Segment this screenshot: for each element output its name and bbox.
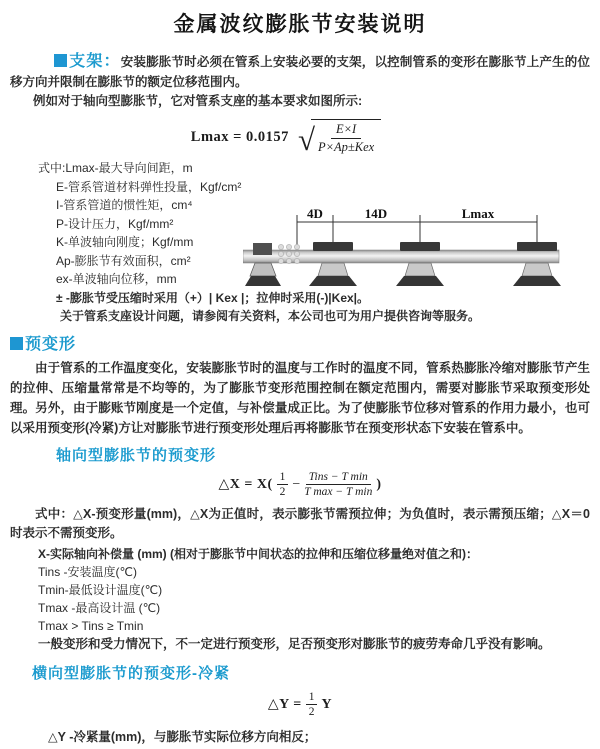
preform-section-heading: 预变形 [25,335,77,353]
def-line: E-管系管道材料弹性投量，Kgf/cm² [56,179,242,194]
x-definition-line: X-实际轴向补偿量 (mm) (相对于膨胀节中间状态的拉伸和压缩位移量绝对值之和)： [38,546,478,561]
dim-label-14d: 14D [364,206,388,221]
support-spacing-diagram [243,202,595,307]
fraction-numerator: 1 [306,691,318,706]
preform-section-header [10,336,600,354]
bellows [278,244,299,263]
lateral-formula-lhs: △Y = [267,697,302,713]
axial-formula-lhs: △X = X( [218,477,273,493]
fraction-numerator: 1 [277,471,289,486]
radical-sign: √ [297,121,315,157]
lmax-formula [0,119,586,155]
support-example-line: 例如对于轴向型膨胀节，它对管系支座的基本要求如图所示: [33,94,363,108]
def-line: Tmin-最低设计温度(℃) [38,583,163,598]
temperature-fraction [304,471,372,499]
plus-minus-note: ± -膨胀节受压缩时采用（+）| Kex |；拉伸时采用(-)|Kex|。 [56,290,370,305]
fraction-numerator: Tins − T min [306,471,371,486]
def-line: ex-单波轴向位移，mm [56,272,177,286]
one-half-fraction [277,471,289,499]
axial-preform-formula [0,471,600,499]
guide-support [396,242,444,286]
def-line: K-单波轴向刚度；Kgf/mm [56,235,194,249]
temperature-definitions [38,563,600,635]
axial-subheading: 轴向型膨胀节的预变形 [56,446,217,464]
fraction-denominator: 2 [308,706,315,719]
fraction-numerator: E×I [331,122,361,139]
anchor-support [245,243,281,286]
lateral-preform-formula [0,691,600,719]
def-line: Tmax > Tins ≥ Tmin [38,619,144,634]
lateral-subheading: 横向型膨胀节的预变形-冷紧 [32,664,230,682]
guide-support [309,242,357,286]
fraction-denominator: P×Ap±Kex [317,140,375,154]
fraction-denominator: T max − T min [304,486,373,499]
def-line: Tins -安装温度(℃) [38,565,138,580]
consult-note: 关于管系支座设计问题，请参阅有关资料，本公司也可为用户提供咨询等服务。 [60,309,481,323]
section-square-icon [54,54,67,67]
def-line: Tmax -最高设计温 (℃) [38,601,161,616]
dim-label-4d: 4D [307,206,323,221]
section-square-icon [10,337,23,350]
dim-label-lmax: Lmax [461,206,495,221]
support-section-heading: 支架： [69,53,121,70]
preform-paragraph: 由于管系的工作温度变化，安装膨胀节时的温度与工作时的温度不同，管系热膨胀冷缩对膨胀节产生的拉伸、压缩量常常是不均等的，为了膨胀节变形范围控制在额定范围内，需要对膨胀节采取预变形处理。另外，由于膨账节刚度是一个定值，与补偿量成正比。为了使膨胀节位移对管系的作用力最小，也可以采用预变形(冷紧)方让对膨胀节进行预变形处理后再将膨胀节在预变形状态下安装在管系中。 [10,360,590,435]
axial-explain-paragraph: 式中：△X-预变形量(mm)，△X为正值时，表示膨张节需预拉伸；为负值时，表示需预压缩；△X＝0时表示不需预变形。 [10,506,590,540]
support-intro-paragraph [10,52,590,92]
one-half-fraction [306,691,318,719]
lmax-formula-fraction [311,119,381,155]
def-line: I-管系管道的惯性矩，cm⁴ [56,198,193,212]
minus-sign: − [292,476,301,492]
support-intro-text: 安装膨胀节时必须在管系上安装必要的支架，以控制管系的变形在膨胀节上产生的位移方向并限制在膨胀节的额定位移范围内。 [10,55,590,89]
def-line: 式中:Lmax-最大导向间距，m [38,161,193,175]
def-line: P-设计压力，Kgf/mm² [56,216,174,231]
close-paren: ) [376,476,382,492]
lmax-formula-lhs: Lmax = 0.0157 [190,128,289,145]
guide-support [513,242,561,286]
lateral-explain-line: △Y -冷紧量(mm)，与膨胀节实际位移方向相反； [48,730,317,745]
lateral-formula-rhs: Y [321,696,333,712]
general-note-line: 一般变形和受力情况下，不一定进行预变形，足否预变形对膨胀节的疲劳寿命几乎没有影响。 [38,637,551,652]
def-line: Ap-膨胀节有效面积，cm² [56,253,191,268]
fraction-denominator: 2 [279,486,286,499]
page-title: 金属波纹膨胀节安装说明 [173,13,427,36]
